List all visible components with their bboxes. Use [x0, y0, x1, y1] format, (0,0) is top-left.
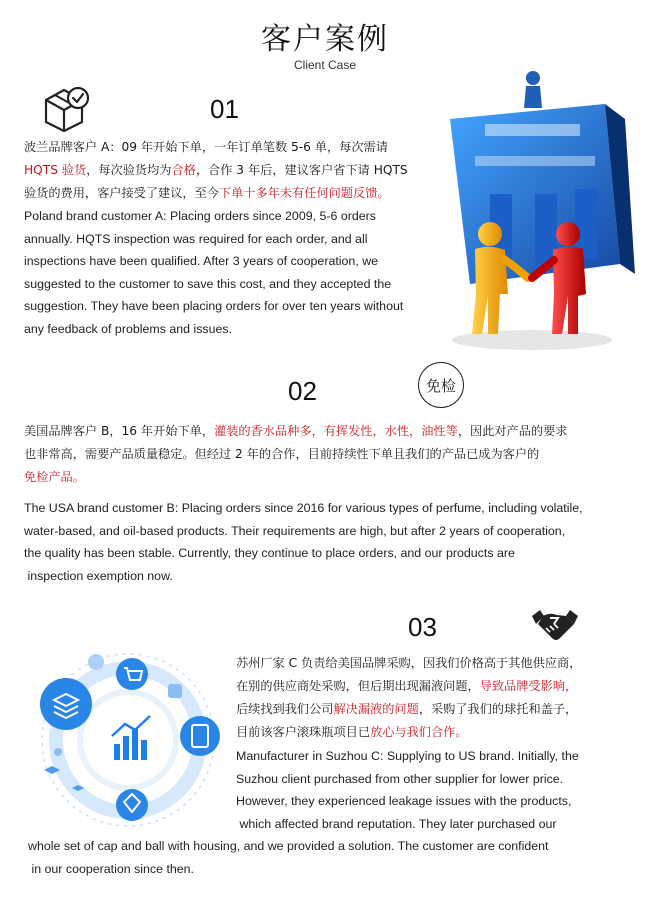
exemption-badge: 免检 [418, 362, 464, 408]
case-number: 03 [408, 612, 437, 642]
case3-cn-text: 苏州厂家 C 负责给美国品牌采购，因我们价格高于其他供应商， 在别的供应商处采购，但后期出现漏液问题，导致品牌受影响， 后续找到我们公司解决漏液的问题，采购了我们的球托和盖子， 目前该客户滚珠瓶项目已放心与我们合作。 [236, 656, 582, 739]
data-network-illustration [28, 640, 228, 835]
case1-cn-text: 波兰品牌客户 A：09 年开始下单，一年订单笔数 5-6 单，每次需请 HQTS 验货，每次验货均为合格，合作 3 年后，建议客户省下请 HQTS 验货的费用，客户接受了建议，至今下单十多年未有任何问题反馈。 [24, 140, 408, 200]
case-number: 02 [288, 376, 317, 406]
case3-en-text-b: whole set of cap and ball with housing, and we provided a solution. The customer are confident in our cooperation since then. [28, 839, 549, 876]
page-subtitle: Client Case [293, 58, 357, 72]
case1-en-text: Poland brand customer A: Placing orders since 2009, 5-6 orders annually. HQTS inspection was required for each order, and all inspections have been qualified. After 3 years of cooperation, we suggested to the customer to save this cost, and they accepted the suggestion. They have been placing orders for over ten years without any feedback of problems and issues. [24, 209, 404, 336]
case2-en-text: The USA brand customer B: Placing orders since 2016 for various types of perfume, including volatile, water-based, and oil-based products. Their requirements are high, but after 2 years of cooperation, the quality has been stable. Currently, they continue to place orders, and our products are inspection exemption now. [24, 501, 583, 583]
page-title: 客户案例 [261, 22, 389, 57]
box-check-icon [42, 84, 92, 132]
win-handshake-illustration [430, 49, 635, 354]
handshake-icon [530, 606, 580, 646]
svg-text:赢: 赢 [430, 49, 447, 68]
case2-cn-text: 美国品牌客户 B，16 年开始下单，灌装的香水品种多，有挥发性，水性，油性等，因此对产品的要求 也非常高，需要产品质量稳定。但经过 2 年的合作，目前持续性下单且我们的产品已成为客户的 免检产品。 [24, 424, 568, 484]
case3-en-text-a: Manufacturer in Suzhou C: Supplying to US brand. Initially, the Suzhou client purchased from other supplier for lower price. However, they experienced leakage issues with the products, which affected brand reputation. They later purchased our [236, 749, 579, 831]
case-number: 01 [210, 94, 239, 124]
